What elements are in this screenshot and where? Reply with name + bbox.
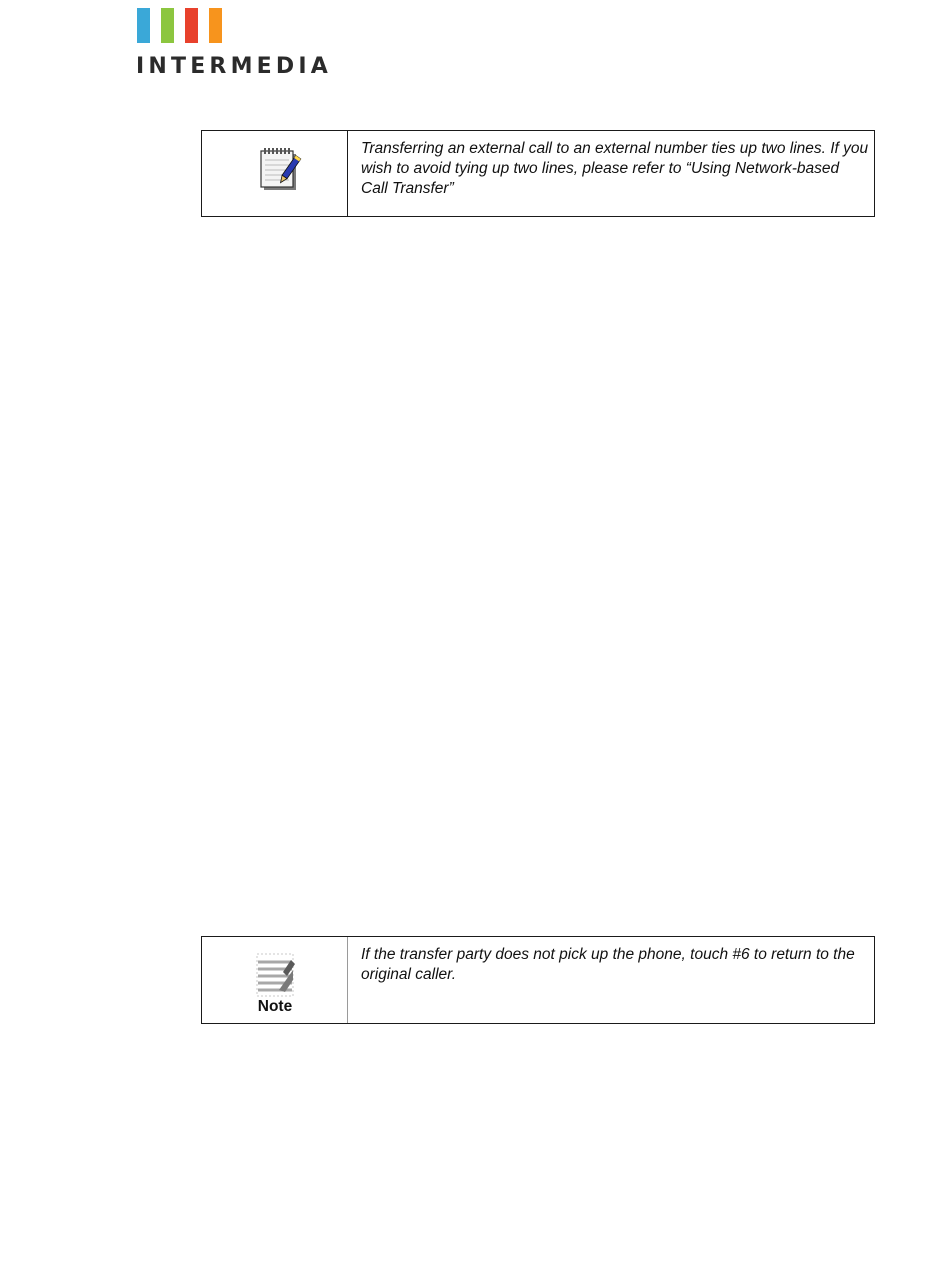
note-text: If the transfer party does not pick up the phone, touch #6 to return to the original caller. bbox=[361, 946, 855, 983]
note-icon-cell bbox=[202, 131, 348, 216]
logo-bar-blue bbox=[137, 8, 150, 43]
notepad-pen-icon bbox=[260, 148, 306, 196]
intermedia-logo bbox=[136, 8, 332, 83]
note-text: Transferring an external call to an external number ties up two lines. If you wish to avoid tying up two lines, please refer to “Using Network-based Call Transfer” bbox=[361, 140, 869, 197]
note-icon bbox=[255, 952, 297, 998]
logo-bars bbox=[137, 8, 227, 43]
note-icon-label: Note bbox=[257, 998, 293, 1015]
logo-bar-red bbox=[185, 8, 198, 43]
note-box-external-transfer bbox=[201, 130, 875, 217]
note-box-transfer-return bbox=[201, 936, 875, 1024]
logo-bar-orange bbox=[209, 8, 222, 43]
logo-wordmark: INTERMEDIA bbox=[136, 54, 332, 79]
logo-bar-green bbox=[161, 8, 174, 43]
note-icon-cell bbox=[202, 937, 348, 1023]
